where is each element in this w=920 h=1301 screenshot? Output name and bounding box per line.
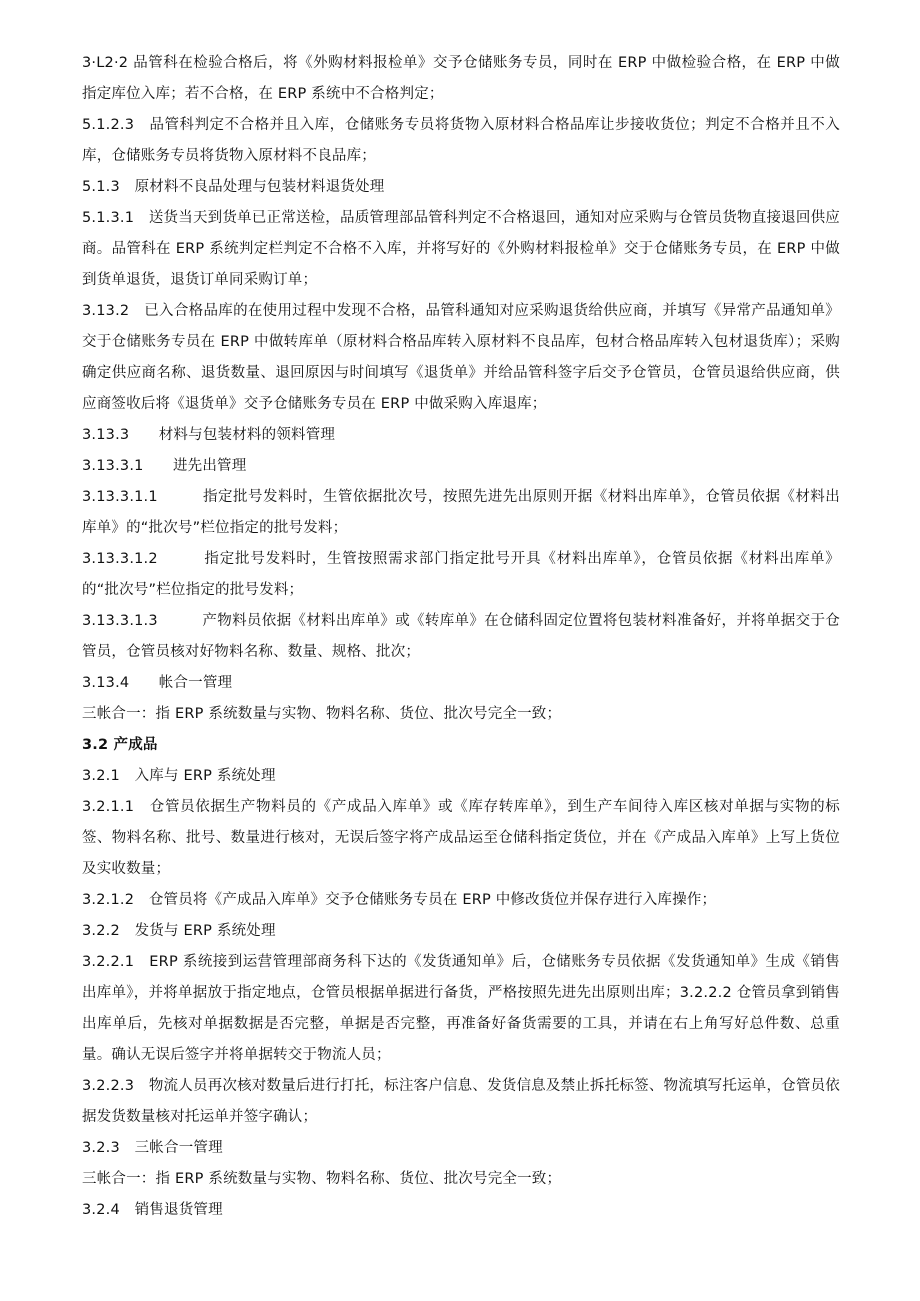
paragraph-3-13-2: 3.13.2 已入合格品库的在使用过程中发现不合格，品管科通知对应采购退货给供应商，并填写《异常产品通知单》交于仓储账务专员在 ERP 中做转库单（原材料合格品库转入原材料不良品库，包材合格品库转入包材退货库）；采购确定供应商名称、退货数量、退回原因与时间填写《退货单》并给品管科签字后交予仓管员，仓管员退给供应商，供应商签收后将《退货单》交予仓储账务专员在 ERP 中做采购入库退库； bbox=[82, 303, 840, 412]
paragraph-three-accounts: 三帐合一：指 ERP 系统数量与实物、物料名称、货位、批次号完全一致； bbox=[82, 706, 562, 722]
heading-3-2-4: 3.2.4 销售退货管理 bbox=[82, 1202, 223, 1218]
paragraph-3-13-3-1-1: 3.13.3.1.1 指定批号发料时，生管依据批次号，按照先进先出原则开据《材料出库单》，仓管员依据《材料出库单》的“批次号”栏位指定的批号发料； bbox=[82, 489, 840, 536]
paragraph-3-2-2-1: 3.2.2.1 ERP 系统接到运营管理部商务科下达的《发货通知单》后，仓储账务专员依据《发货通知单》生成《销售出库单》，并将单据放于指定地点，仓管员根据单据进行备货，严格按照先进先出原则出库；3.2.2.2 仓管员拿到销售出库单后，先核对单据数据是否完整，单据是否完整，再准备好备货需要的工具，并请在右上角写好总件数、总重量。确认无误后签字并将单据转交于物流人员； bbox=[82, 954, 840, 1063]
paragraph-3-2-2-3: 3.2.2.3 物流人员再次核对数量后进行打托，标注客户信息、发货信息及禁止拆托标签、物流填写托运单，仓管员依据发货数量核对托运单并签字确认； bbox=[82, 1078, 840, 1125]
paragraph-3-13-3-1-3: 3.13.3.1.3 产物料员依据《材料出库单》或《转库单》在仓储科固定位置将包装材料准备好，并将单据交于仓管员，仓管员核对好物料名称、数量、规格、批次； bbox=[82, 613, 840, 660]
heading-3-13-3-1: 3.13.3.1 进先出管理 bbox=[82, 458, 247, 474]
paragraph-3-2-1-1: 3.2.1.1 仓管员依据生产物料员的《产成品入库单》或《库存转库单》，到生产车间待入库区核对单据与实物的标签、物料名称、批号、数量进行核对，无误后签字将产成品运至仓储科指定货位，并在《产成品入库单》上写上货位及实收数量； bbox=[82, 799, 840, 877]
heading-3-2: 3.2 产成品 bbox=[82, 737, 158, 753]
paragraph-5-1-2-3: 5.1.2.3 品管科判定不合格并且入库，仓储账务专员将货物入原材料合格品库让步接收货位；判定不合格并且不入库，仓储账务专员将货物入原材料不良品库； bbox=[82, 117, 840, 164]
heading-3-2-3: 3.2.3 三帐合一管理 bbox=[82, 1140, 223, 1156]
heading-5-1-3: 5.1.3 原材料不良品处理与包装材料退货处理 bbox=[82, 179, 385, 195]
paragraph-three-accounts-2: 三帐合一：指 ERP 系统数量与实物、物料名称、货位、批次号完全一致； bbox=[82, 1171, 562, 1187]
heading-3-2-2: 3.2.2 发货与 ERP 系统处理 bbox=[82, 923, 276, 939]
paragraph-3-2-1-2: 3.2.1.2 仓管员将《产成品入库单》交予仓储账务专员在 ERP 中修改货位并保存进行入库操作； bbox=[82, 892, 717, 908]
heading-3-13-3: 3.13.3 材料与包装材料的领料管理 bbox=[82, 427, 336, 443]
heading-3-2-1: 3.2.1 入库与 ERP 系统处理 bbox=[82, 768, 276, 784]
paragraph-3-l2-2: 3·L2·2 品管科在检验合格后，将《外购材料报检单》交予仓储账务专员，同时在 ERP 中做检验合格，在 ERP 中做指定库位入库；若不合格，在 ERP 系统中不合格判定； bbox=[82, 55, 840, 102]
paragraph-3-13-3-1-2: 3.13.3.1.2 指定批号发料时，生管按照需求部门指定批号开具《材料出库单》，仓管员依据《材料出库单》的“批次号”栏位指定的批号发料； bbox=[82, 551, 840, 598]
heading-3-13-4: 3.13.4 帐合一管理 bbox=[82, 675, 233, 691]
paragraph-5-1-3-1: 5.1.3.1 送货当天到货单已正常送检，品质管理部品管科判定不合格退回，通知对应采购与仓管员货物直接退回供应商。品管科在 ERP 系统判定栏判定不合格不入库，并将写好的《外购材料报检单》交于仓储账务专员，在 ERP 中做到货单退货，退货订单同采购订单； bbox=[82, 210, 840, 288]
